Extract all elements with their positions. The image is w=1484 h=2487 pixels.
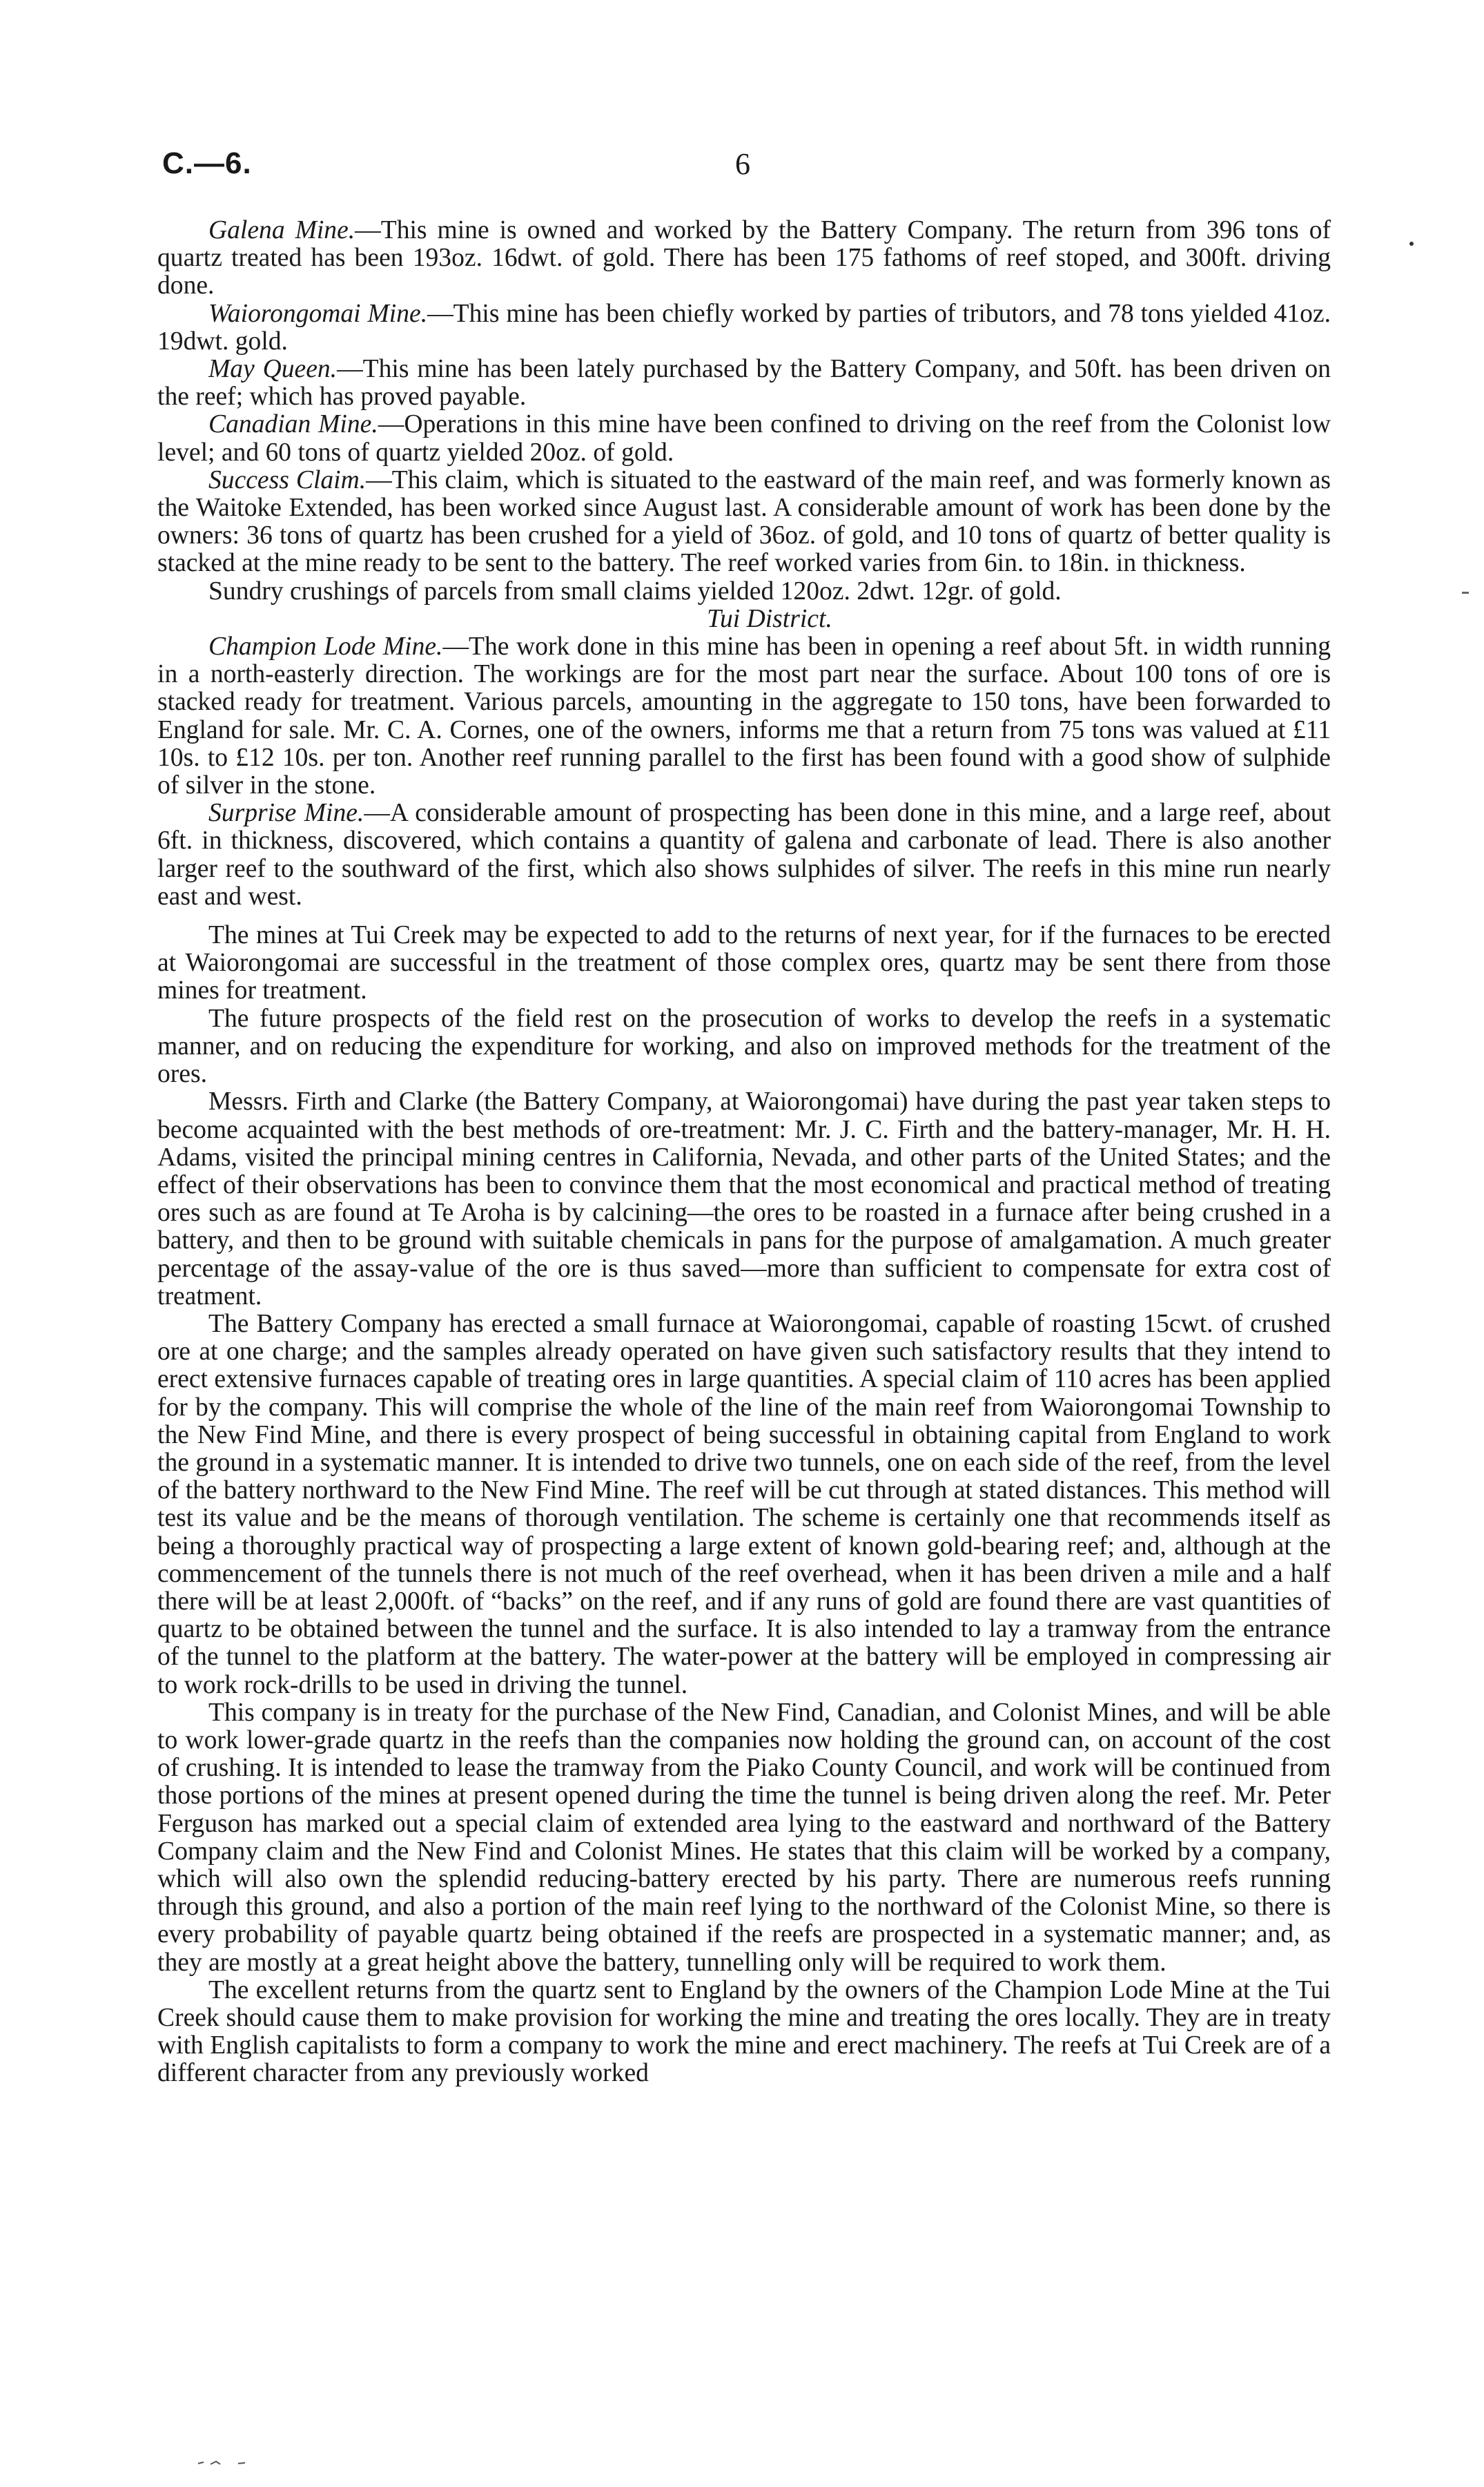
paragraph-may-queen [157, 356, 1331, 411]
paragraph-battery-furnace: The Battery Company has erected a small furnace at Waiorongomai, capable of roasting 15cwt. of crushed ore at one charge; and the samples already operated on have given such satisfactory results that they intend to erect extensive furnaces capable of treating ores in large quantities. A special claim of 110 acres has been applied for by the company. This will comprise the whole of the line of the main reef from Waiorongomai Township to the New Find Mine, and there is every prospect of being successful in obtaining capital from England to work the ground in a systematic manner. It is intended to drive two tunnels, one on each side of the reef, from the level of the battery northward to the New Find Mine. The reef will be cut through at stated distances. This method will test its value and be the means of thorough ventilation. The scheme is certainly one that recommends itself as being a thoroughly practical way of prospecting a large extent of known gold-bearing reef; and, although at the commencement of the tunnels there is not much of the reef overhead, when it has been driven a mile and a half there will be at least 2,000ft. of “backs” on the reef, and if any runs of gold are found there are vast quantities of quartz to be obtained between the tunnel and the surface. It is also intended to lay a tramway from the entrance of the tunnel to the platform at the battery. The water-power at the battery will be employed in compressing air to work rock-drills to be used in driving the tunnel. [157, 1309, 1331, 1699]
paragraph-text: —This mine has been chiefly worked by parties of tributors, and 78 tons yielded 41oz. 19dwt. gold. [157, 299, 1331, 356]
paragraph-firth-clarke: Messrs. Firth and Clarke (the Battery Company, at Waiorongomai) have during the past year taken steps to become acquainted with the best methods of ore-treatment: Mr. J. C. Firth and the battery-manager, Mr. H. H. Adams, visited the principal mining centres in California, Nevada, and other parts of the United States; and the effect of their observations has been to convince them that the most economical and practical method of treating ores such as are found at Te Aroha is by calcining—the ores to be roasted in a furnace after being crushed in a battery, and then to be ground with suitable chemicals in pans for the purpose of amalgamation. A much greater percentage of the assay-value of the ore is thus saved—more than sufficient to compensate for extra cost of treatment. [157, 1087, 1331, 1310]
paragraph-champion-returns: The excellent returns from the quartz sent to England by the owners of the Champion Lode Mine at the Tui Creek should cause them to make provision for working the mine and treating the ores locally. They are in treaty with English capitalists to form a company to work the mine and erect machinery. The reefs at Tui Creek are of a different character from any previously worked [157, 1975, 1331, 2088]
document-reference: C.—6. [162, 146, 252, 180]
paragraph-lead: Galena Mine. [208, 216, 355, 244]
paragraph-lead: Waiorongomai Mine. [208, 299, 428, 328]
paragraph-surprise-mine [157, 800, 1331, 911]
paragraph-sundry-crushings [157, 578, 1331, 606]
paragraph-text: —A considerable amount of prospecting has been done in this mine, and a large reef, about 6ft. in thickness, discovered, which contains a quantity of galena and carbonate of lead. There is also another larger reef to the southward of the first, which also shows sulphides of silver. The reefs in this mine run nearly east and west. [157, 799, 1331, 911]
paragraph-text: Sundry crushings of parcels from small claims yielded 120oz. 2dwt. 12gr. of gold. [208, 577, 1062, 606]
paragraph-company-treaty: This company is in treaty for the purchase of the New Find, Canadian, and Colonist Mines, and will be able to work lower-grade quartz in the reefs than the companies now holding the ground can, on account of the cost of crushing. It is intended to lease the tramway from the Piako County Council, and work will be continued from those portions of the mines at present opened during the time the tunnel is being driven along the reef. Mr. Peter Ferguson has marked out a special claim of extended area lying to the eastward and northward of the Battery Company claim and the New Find and Colonist Mines. He states that this claim will be worked by a company, which will also own the splendid reducing-battery erected by his party. There are numerous reefs running through this ground, and also a portion of the main reef lying to the northward of the Colonist Mine, so there is every probability of payable quartz being obtained if the reefs are prospected in a systematic manner; and, as they are mostly at a great height above the battery, tunnelling only will be required to work them. [157, 1698, 1331, 1977]
paragraph-lead: Success Claim. [208, 465, 367, 494]
body-text [157, 217, 1331, 2088]
margin-tick [1462, 592, 1469, 594]
paragraph-success-claim [157, 467, 1331, 578]
scan-mark [197, 2458, 259, 2468]
paragraph-waiorongomai-mine [157, 300, 1331, 356]
page-number: 6 [735, 147, 750, 181]
paragraph-lead: Canadian Mine. [208, 410, 378, 439]
paragraph-text: —Operations in this mine have been confined to driving on the reef from the Colonist low level; and 60 tons of quartz yielded 20oz. of gold. [157, 410, 1331, 467]
paragraph-text: —This mine is owned and worked by the Battery Company. The return from 396 tons of quartz treated has been 193oz. 16dwt. of gold. There has been 175 fathoms of reef stoped, and 300ft. driving done. [157, 216, 1331, 300]
paragraph-galena-mine [157, 217, 1331, 300]
paragraph-text: —This claim, which is situated to the eastward of the main reef, and was formerly known as the Waitoke Extended, has been worked since August last. A considerable amount of work has been done by the owners: 36 tons of quartz has been crushed for a yield of 36oz. of gold, and 10 tons of quartz of better quality is stacked at the mine ready to be sent to the battery. The reef worked varies from 6in. to 18in. in thickness. [157, 465, 1331, 578]
paragraph-canadian-mine [157, 411, 1331, 466]
paragraph-lead: May Queen. [208, 355, 338, 384]
paragraph-text: —The work done in this mine has been in opening a reef about 5ft. in width running in a north-easterly direction. The workings are for the most part near the surface. About 100 tons of ore is stacked ready for treatment. Various parcels, amounting in the aggregate to 150 tons, have been forwarded to England for sale. Mr. C. A. Cornes, one of the owners, informs me that a return from 75 tons was valued at £11 10s. to £12 10s. per ton. Another reef running parallel to the first has been found with a good show of sulphide of silver in the stone. [157, 632, 1331, 800]
paragraph-text: —This mine has been lately purchased by the Battery Company, and 50ft. has been driven on the reef; which has proved payable. [157, 355, 1331, 412]
margin-mark [1409, 242, 1414, 246]
paragraph-future-prospects: The future prospects of the field rest on the prosecution of works to develop the reefs in a systematic manner, and on reducing the expenditure for working, and also on improved methods for the treatment of the ores. [157, 1004, 1331, 1089]
paragraph-tui-creek: The mines at Tui Creek may be expected to add to the returns of next year, for if the furnaces to be erected at Waiorongomai are successful in the treatment of those complex ores, quartz may be sent there from those mines for treatment. [157, 921, 1331, 1005]
section-heading: Tui District. [707, 604, 832, 633]
paragraph-lead: Surprise Mine. [208, 799, 364, 828]
paragraph-champion-lode [157, 633, 1331, 800]
paragraph-lead: Champion Lode Mine. [208, 632, 443, 661]
